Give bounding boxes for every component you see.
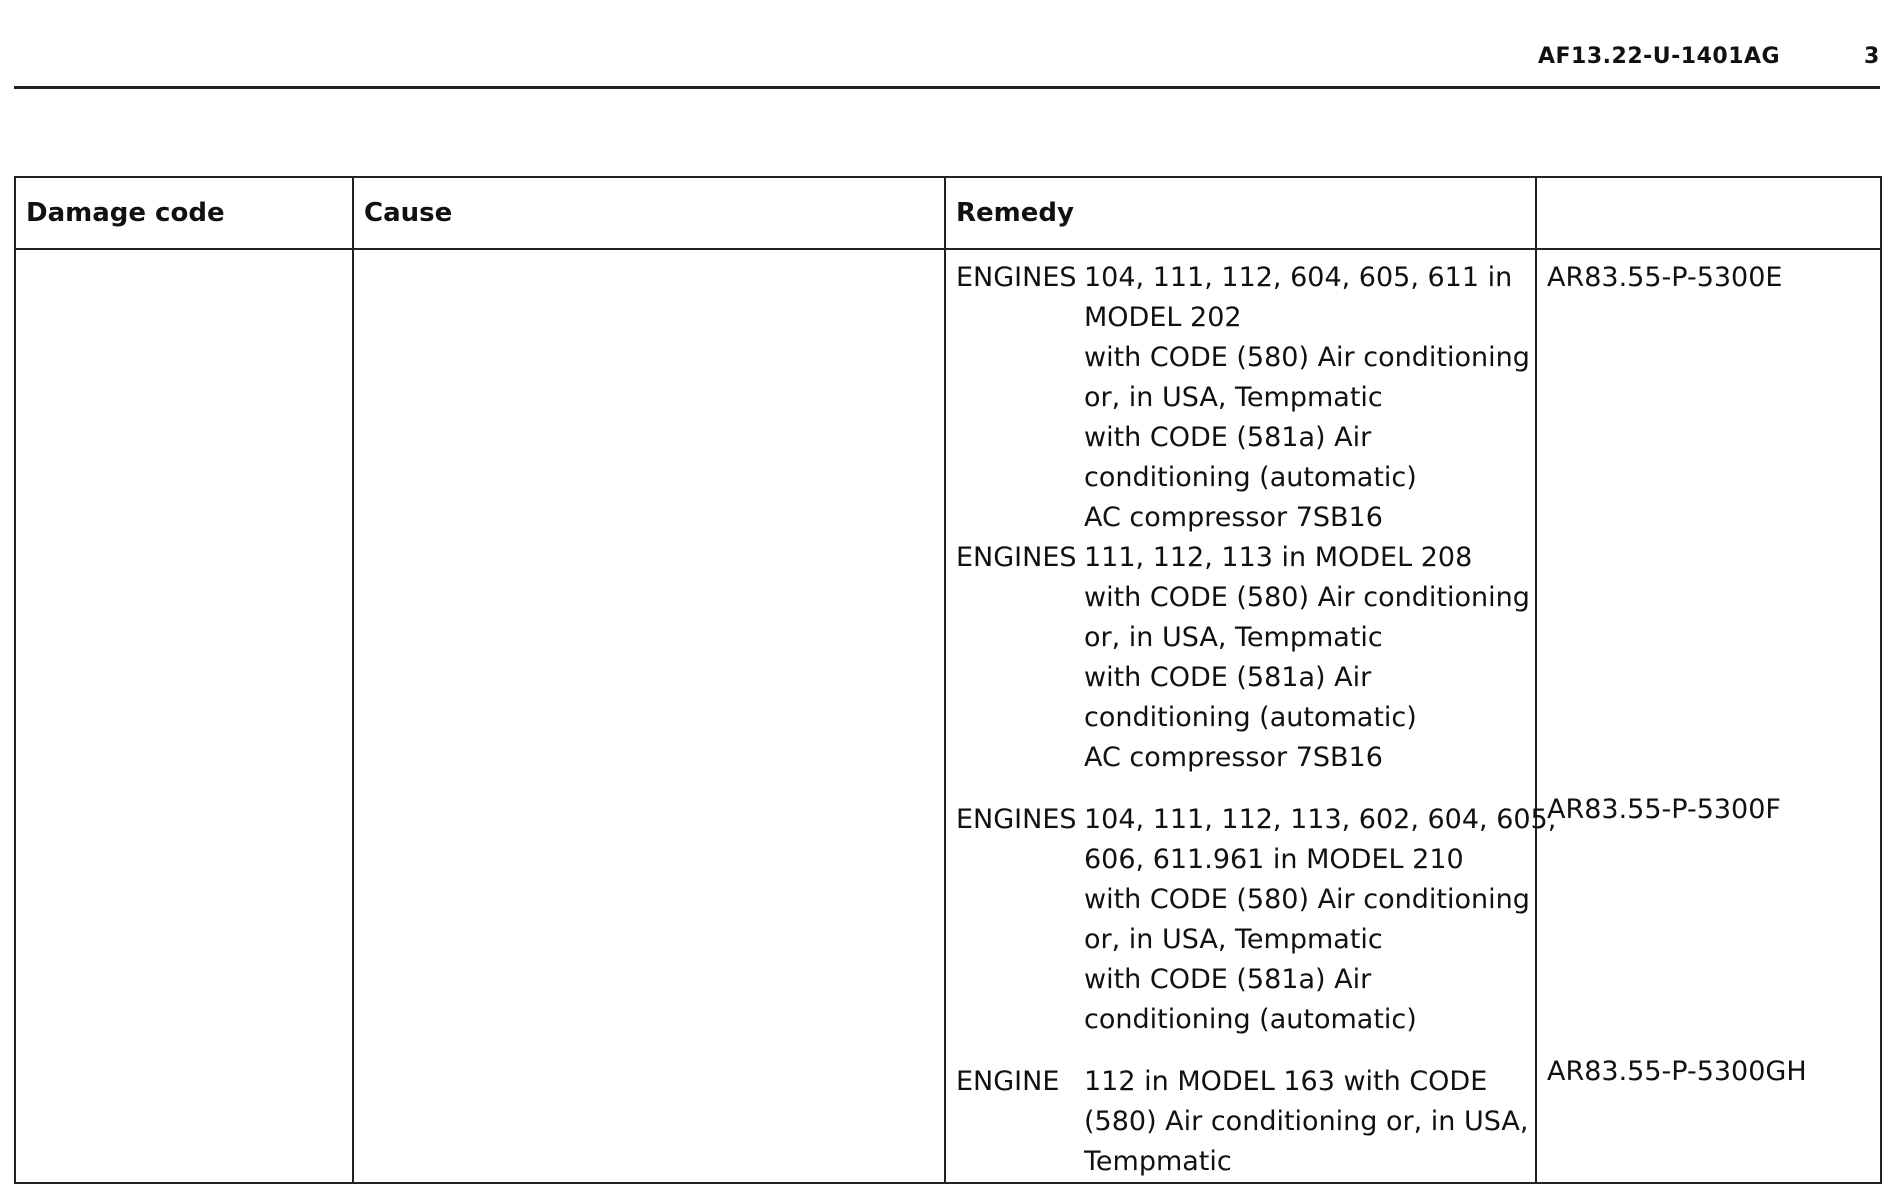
reference-group [1537,250,1880,298]
remedy-line: or, in USA, Tempmatic [1084,622,1383,653]
page-header [0,0,1900,90]
remedy-entry [946,258,1535,538]
engine-label: ENGINES [956,542,1077,573]
engine-label: ENGINES [956,262,1077,293]
remedy-entry [946,538,1535,778]
column-header-reference [1536,177,1881,249]
page-number: 3 [1864,44,1880,69]
remedy-text [1084,1062,1536,1182]
remedy-line: 104, 111, 112, 113, 602, 604, 605, [1084,804,1557,835]
remedy-line: with CODE (581a) Air [1084,964,1372,995]
damage-code-cell [15,249,353,1183]
remedy-text [1084,258,1538,538]
remedy-line: conditioning (automatic) [1084,462,1417,493]
remedy-line: with CODE (580) Air conditioning [1084,582,1530,613]
damage-remedy-table [14,176,1880,1184]
column-header-damage-code: Damage code [15,177,353,249]
remedy-line: (580) Air conditioning or, in USA, [1084,1106,1529,1137]
reference-group [1537,298,1880,830]
remedy-text [1084,800,1564,1040]
remedy-line: AC compressor 7SB16 [1084,742,1383,773]
table-row [15,249,1881,1183]
remedy-line: with CODE (581a) Air [1084,662,1372,693]
reference-group [1537,830,1880,1092]
remedy-group [946,1040,1535,1182]
remedy-line: MODEL 202 [1084,302,1242,333]
reference-code: AR83.55-P-5300F [1547,794,1781,825]
column-header-cause: Cause [353,177,945,249]
remedy-line: 606, 611.961 in MODEL 210 [1084,844,1464,875]
remedy-line: AC compressor 7SB16 [1084,502,1383,533]
remedy-line: Tempmatic [1084,1146,1232,1177]
remedy-group [946,250,1535,778]
header-divider [14,86,1880,89]
remedy-group [946,778,1557,1040]
remedy-line: 112 in MODEL 163 with CODE [1084,1066,1488,1097]
remedy-line: conditioning (automatic) [1084,1004,1417,1035]
reference-code: AR83.55-P-5300E [1547,262,1783,293]
reference-code: AR83.55-P-5300GH [1547,1056,1807,1087]
remedy-line: conditioning (automatic) [1084,702,1417,733]
remedy-line: 111, 112, 113 in MODEL 208 [1084,542,1473,573]
remedy-cell [945,249,1557,1183]
remedy-entry [946,1062,1535,1182]
remedy-line: or, in USA, Tempmatic [1084,924,1383,955]
remedy-entry [946,800,1557,1040]
table-header-row [15,177,1881,249]
remedy-text [1084,538,1538,778]
remedy-line: or, in USA, Tempmatic [1084,382,1383,413]
reference-cell [1536,249,1881,1183]
column-header-remedy: Remedy [945,177,1536,249]
remedy-line: with CODE (580) Air conditioning [1084,884,1530,915]
engine-label: ENGINE [956,1066,1060,1097]
engine-label: ENGINES [956,804,1077,835]
remedy-line: with CODE (581a) Air [1084,422,1372,453]
document-code: AF13.22-U-1401AG [1538,44,1781,69]
remedy-line: with CODE (580) Air conditioning [1084,342,1530,373]
cause-cell [353,249,945,1183]
remedy-line: 104, 111, 112, 604, 605, 611 in [1084,262,1513,293]
